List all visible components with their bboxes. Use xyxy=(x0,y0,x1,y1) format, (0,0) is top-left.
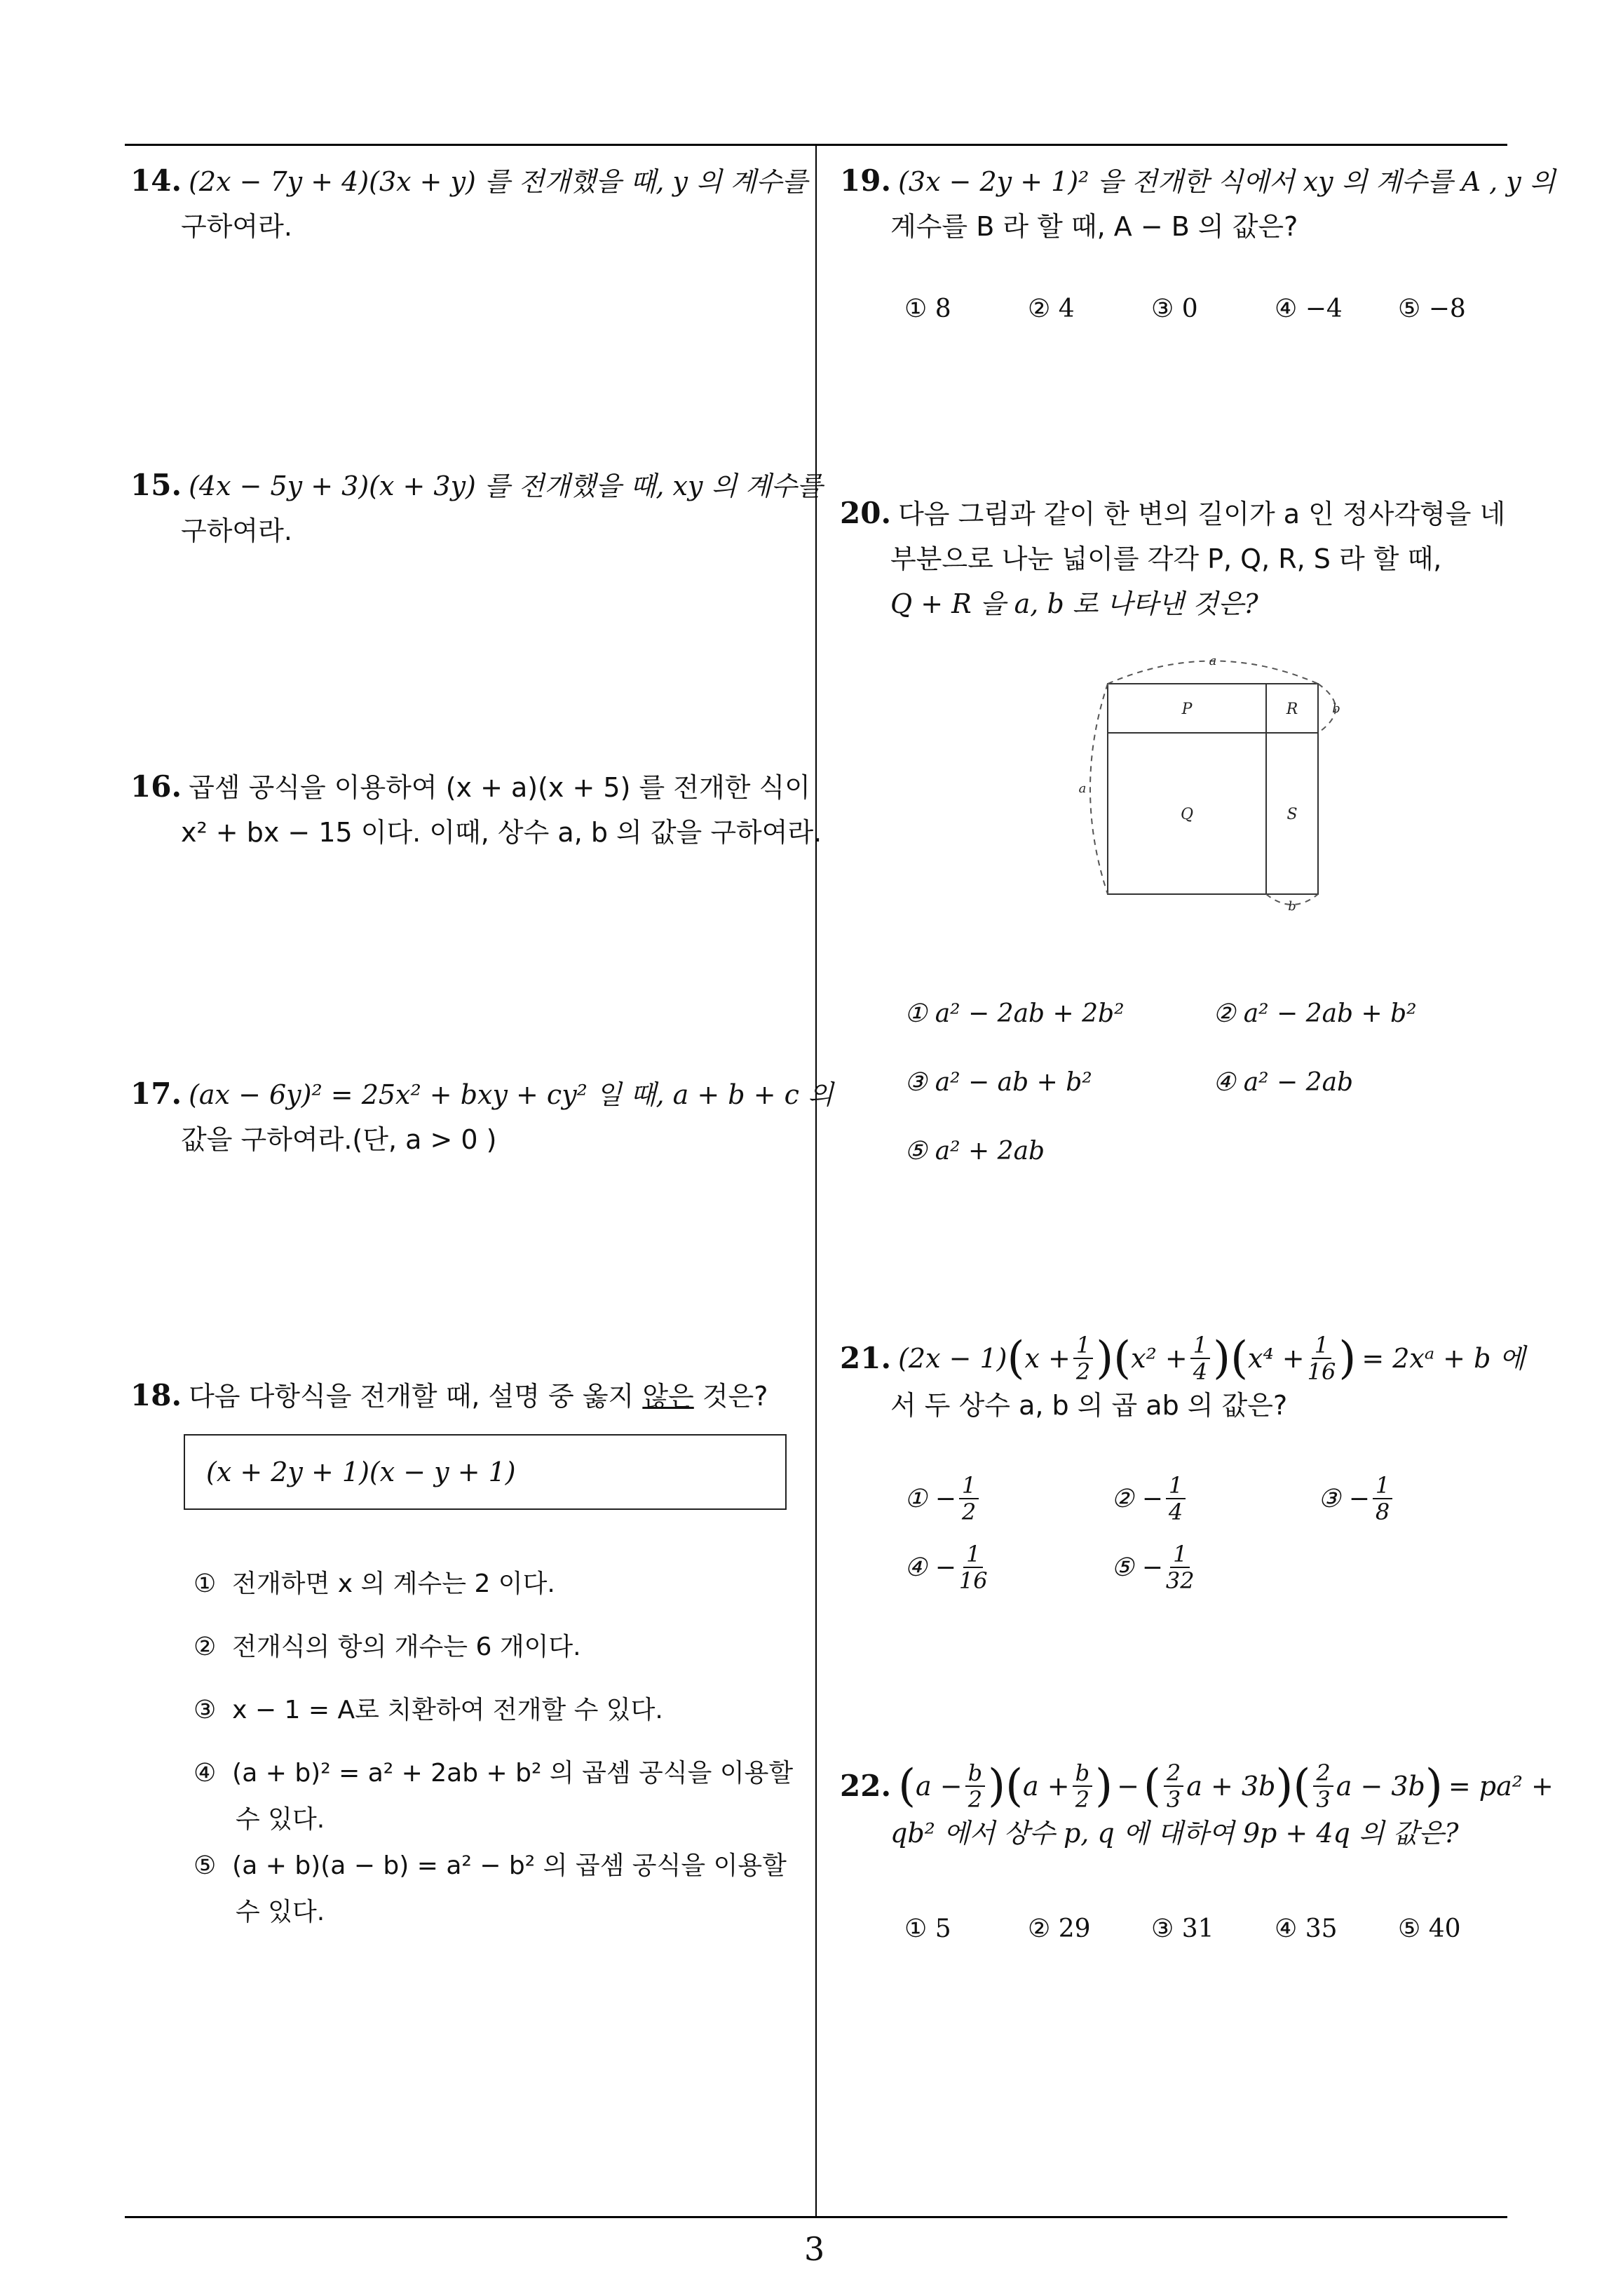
problem-text: 곱셈 공식을 이용하여 (x + a)(x + 5) 를 전개한 식이 xyxy=(189,772,810,803)
choice-mark: ⑤ xyxy=(193,1851,217,1880)
label-S: S xyxy=(1286,806,1298,823)
problem-text-cont: qb² 에서 상수 p, q 에 대하여 9p + 4q 의 값은? xyxy=(890,1818,1459,1849)
problem-text: (3x − 2y + 1)² 을 전개한 식에서 xy 의 계수를 A , y 의 xyxy=(898,166,1556,197)
choice-mark: ⑤ xyxy=(1111,1553,1134,1582)
choice-mark: ③ xyxy=(193,1696,217,1724)
paren-open: ( xyxy=(1007,1332,1025,1384)
choice-3[interactable]: ③ 31 xyxy=(1151,1915,1214,1943)
fraction xyxy=(1373,1473,1392,1525)
label-a-top: a xyxy=(1209,654,1217,668)
choice-1[interactable]: ① 8 xyxy=(904,295,951,323)
numerator: 1 xyxy=(959,1473,979,1499)
denominator: 8 xyxy=(1375,1499,1390,1525)
paren-close: ) xyxy=(988,1760,1006,1812)
fraction xyxy=(1073,1760,1092,1812)
paren-open: ( xyxy=(1143,1760,1161,1812)
bottom-rule xyxy=(125,2216,1507,2218)
problem-16 xyxy=(130,764,822,855)
problem-text-cont: 부분으로 나눈 넓이를 각각 P, Q, R, S 라 할 때, xyxy=(890,543,1442,574)
problem-text-cont: 계수를 B 라 할 때, A − B 의 값은? xyxy=(890,211,1298,242)
paren-close: ) xyxy=(1213,1332,1231,1384)
choice-2[interactable]: ② − $\frac{1}{4}$ xyxy=(1111,1473,1188,1525)
numerator: 2 xyxy=(1313,1760,1333,1787)
choice-text: 전개식의 항의 개수는 6 개이다. xyxy=(232,1633,581,1661)
choice-5[interactable]: ⑤ − $\frac{1}{32}$ xyxy=(1111,1541,1195,1594)
fraction xyxy=(1308,1332,1336,1384)
choice-2[interactable] xyxy=(193,1624,810,1670)
denominator: 2 xyxy=(1075,1786,1090,1813)
paren-close: ) xyxy=(1275,1760,1293,1812)
choice-5[interactable]: ⑤ 40 xyxy=(1398,1915,1461,1943)
paren-open: ( xyxy=(1293,1760,1311,1812)
problem-number: 22. xyxy=(840,1769,892,1803)
fraction xyxy=(1166,1473,1186,1525)
choice-4[interactable]: ④ a² − 2ab xyxy=(1213,1068,1354,1097)
problem-19 xyxy=(840,158,1556,249)
choice-5[interactable]: ⑤ a² + 2ab xyxy=(904,1137,1045,1166)
label-b-right: b xyxy=(1332,701,1340,716)
paren-close: ) xyxy=(1095,1760,1113,1812)
problem-21 xyxy=(840,1332,1526,1426)
denominator: 4 xyxy=(1168,1499,1183,1525)
paren-open: ( xyxy=(1005,1760,1024,1812)
paren-close: ) xyxy=(1425,1760,1443,1812)
denominator: 16 xyxy=(958,1567,988,1594)
choice-4[interactable]: ④ − $\frac{1}{16}$ xyxy=(904,1541,988,1594)
denominator: 4 xyxy=(1193,1358,1208,1385)
numerator: 1 xyxy=(1170,1541,1190,1568)
problem-18-choices xyxy=(193,1561,810,1936)
problem-text-cont: 구하여라. xyxy=(181,515,292,546)
fraction xyxy=(1073,1332,1093,1384)
choice-mark: ③ xyxy=(1318,1484,1341,1513)
expression-box xyxy=(184,1434,787,1510)
problem-20-choices xyxy=(904,999,1500,1182)
numerator: b xyxy=(965,1760,985,1787)
left-brace xyxy=(1090,684,1108,894)
choice-text: 전개하면 x 의 계수는 2 이다. xyxy=(232,1569,555,1598)
fraction xyxy=(1164,1760,1183,1812)
factor-4-lead: x⁴ + xyxy=(1248,1343,1305,1374)
numerator: 2 xyxy=(1164,1760,1183,1787)
fraction xyxy=(1190,1332,1210,1384)
problem-text: (4x − 5y + 3)(x + 3y) 를 전개했을 때, xy 의 계수를 xyxy=(189,471,823,501)
fraction xyxy=(965,1760,985,1812)
fraction xyxy=(1313,1760,1333,1812)
numerator: 1 xyxy=(1190,1332,1210,1359)
numerator: 1 xyxy=(963,1541,983,1568)
choice-2[interactable]: ② 4 xyxy=(1028,295,1075,323)
term-tail: a + 3b xyxy=(1186,1771,1276,1802)
problem-number: 16. xyxy=(130,769,182,804)
label-Q: Q xyxy=(1180,806,1194,823)
choice-mark: ② xyxy=(193,1633,217,1661)
label-R: R xyxy=(1286,701,1298,718)
numerator: 1 xyxy=(1073,1332,1093,1359)
factor-3-lead: x² + xyxy=(1131,1343,1188,1374)
problem-21-choices xyxy=(904,1473,1500,1613)
problem-number: 17. xyxy=(130,1076,182,1111)
page-number: 3 xyxy=(804,2230,825,2268)
problem-text-cont: 서 두 상수 a, b 의 곱 ab 의 값은? xyxy=(890,1390,1288,1421)
column-divider xyxy=(815,144,817,2218)
choice-2[interactable]: ② a² − 2ab + b² xyxy=(1213,999,1417,1028)
square-figure xyxy=(1073,645,1388,926)
choice-mark: ① xyxy=(904,1484,928,1513)
problem-15 xyxy=(130,463,823,553)
numerator: 1 xyxy=(1312,1332,1331,1359)
choice-4[interactable]: ④ 35 xyxy=(1275,1915,1338,1943)
choice-mark: ① xyxy=(193,1569,217,1598)
choice-2[interactable]: ② 29 xyxy=(1028,1915,1091,1943)
problem-number: 15. xyxy=(130,468,182,502)
problem-18 xyxy=(130,1373,803,1419)
label-b-bottom: b xyxy=(1288,899,1296,914)
choice-1[interactable]: ① − $\frac{1}{2}$ xyxy=(904,1473,982,1525)
problem-number: 20. xyxy=(840,496,892,530)
problem-22 xyxy=(840,1760,1554,1854)
factor-1: (2x − 1) xyxy=(898,1343,1007,1374)
choice-text: (a + b)² = a² + 2ab + b² 의 곱셈 공식을 이용할 xyxy=(232,1759,794,1788)
choice-3[interactable]: ③ a² − ab + b² xyxy=(904,1068,1092,1097)
problem-22-choices xyxy=(904,1915,1500,1950)
numerator: b xyxy=(1073,1760,1092,1787)
factor-2-lead: x + xyxy=(1024,1343,1071,1374)
choice-text: (a + b)(a − b) = a² − b² 의 곱셈 공식을 이용할 xyxy=(232,1851,787,1880)
problem-14 xyxy=(130,158,808,249)
denominator: 32 xyxy=(1165,1567,1195,1594)
problem-text: 다음 그림과 같이 한 변의 길이가 a 인 정사각형을 네 xyxy=(898,499,1506,529)
paren-close: ) xyxy=(1096,1332,1114,1384)
choice-mark: ② xyxy=(1111,1484,1134,1513)
problem-text-end: = 2xᵃ + b 에 xyxy=(1361,1343,1526,1374)
problem-text-end: = pa² + xyxy=(1448,1771,1554,1802)
choice-mark: ④ xyxy=(193,1759,217,1788)
problem-text-cont: Q + R 을 a, b 로 나타낸 것은? xyxy=(890,588,1258,619)
problem-19-choices xyxy=(904,295,1500,330)
label-P: P xyxy=(1181,701,1193,718)
problem-number: 18. xyxy=(130,1378,182,1412)
choice-1[interactable]: ① 5 xyxy=(904,1915,951,1943)
problem-text-cont: 구하여라. xyxy=(181,211,292,242)
paren-open: ( xyxy=(898,1760,916,1812)
underlined-word: 않은 xyxy=(642,1381,694,1412)
paren-open: ( xyxy=(1113,1332,1132,1384)
minus-sign: − xyxy=(1117,1771,1139,1802)
term-lead: a + xyxy=(1023,1771,1070,1802)
label-a-left: a xyxy=(1078,781,1087,796)
numerator: 1 xyxy=(1373,1473,1392,1499)
problem-number: 19. xyxy=(840,163,892,198)
fraction xyxy=(1166,1541,1195,1593)
choice-mark: ④ xyxy=(904,1553,928,1582)
denominator: 16 xyxy=(1307,1358,1336,1385)
problem-text: 다음 다항식을 전개할 때, 설명 중 옳지 xyxy=(189,1381,643,1412)
choice-4[interactable]: ④ −4 xyxy=(1275,295,1343,323)
problem-number: 14. xyxy=(130,163,182,198)
denominator: 3 xyxy=(1316,1786,1331,1813)
numerator: 1 xyxy=(1166,1473,1186,1499)
choice-1[interactable]: ① a² − 2ab + 2b² xyxy=(904,999,1125,1028)
choice-3[interactable]: ③ 0 xyxy=(1151,295,1198,323)
choice-text: x − 1 = A로 치환하여 전개할 수 있다. xyxy=(232,1696,663,1724)
problem-text-cont: x² + bx − 15 이다. 이때, 상수 a, b 의 값을 구하여라. xyxy=(181,817,822,848)
problem-17 xyxy=(130,1072,834,1162)
problem-number: 21. xyxy=(840,1341,892,1375)
choice-3[interactable] xyxy=(193,1687,810,1734)
denominator: 3 xyxy=(1166,1786,1181,1813)
choice-text-cont: 수 있다. xyxy=(236,1898,325,1926)
denominator: 2 xyxy=(967,1786,983,1813)
problem-20 xyxy=(840,491,1506,626)
problem-text-end: 것은? xyxy=(693,1381,768,1412)
problem-text: (2x − 7y + 4)(3x + y) 를 전개했을 때, y 의 계수를 xyxy=(189,166,808,197)
boxed-expression: (x + 2y + 1)(x − y + 1) xyxy=(206,1457,516,1487)
denominator: 2 xyxy=(961,1499,977,1525)
term-tail: a − 3b xyxy=(1336,1771,1425,1802)
choice-3[interactable]: ③ − $\frac{1}{8}$ xyxy=(1318,1473,1395,1525)
fraction xyxy=(959,1473,979,1525)
paren-open: ( xyxy=(1230,1332,1249,1384)
choice-5[interactable] xyxy=(193,1843,810,1889)
choice-text-cont: 수 있다. xyxy=(236,1805,325,1834)
choice-5[interactable]: ⑤ −8 xyxy=(1398,295,1466,323)
problem-text-cont: 값을 구하여라.(단, a > 0 ) xyxy=(181,1124,497,1155)
choice-4[interactable] xyxy=(193,1750,810,1797)
paren-close: ) xyxy=(1338,1332,1357,1384)
denominator: 2 xyxy=(1075,1358,1091,1385)
choice-1[interactable] xyxy=(193,1561,810,1607)
problem-text: (ax − 6y)² = 25x² + bxy + cy² 일 때, a + b + c 의 xyxy=(189,1079,834,1110)
term-lead: a − xyxy=(916,1771,963,1802)
fraction xyxy=(959,1541,988,1593)
